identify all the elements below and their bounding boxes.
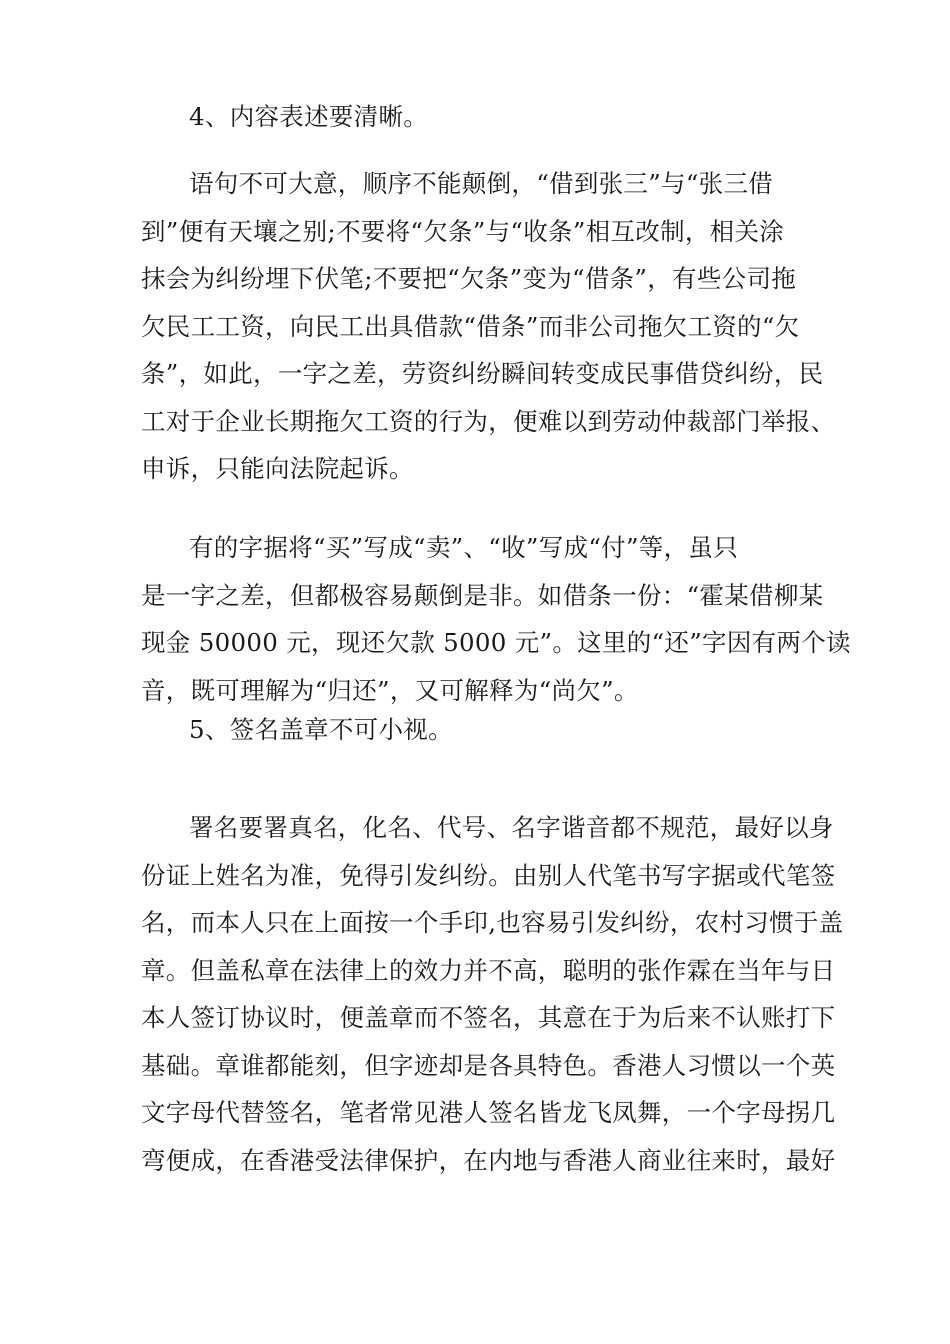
text-line: 本人签订协议时，便盖章而不签名，其意在于为后来不认账打下 (141, 1003, 836, 1032)
text-line: 有的字据将“买”写成“卖”、“收”写成“付”等，虽只 (189, 533, 738, 562)
text-line: 欠民工工资，向民工出具借款“借条”而非公司拖欠工资的“欠 (141, 311, 800, 341)
text-line: 5、签名盖章不可小视。 (189, 715, 453, 744)
text-line: 弯便成，在香港受法律保护，在内地与香港人商业往来时，最好 (141, 1145, 836, 1175)
paragraph-signature (141, 804, 844, 1184)
paragraph-wording-errors (141, 524, 851, 714)
text-line: 现金 50000 元，现还欠款 5000 元”。这里的“还”字因有两个读 (141, 628, 851, 657)
text-line: 份证上姓名为准，免得引发纠纷。由别人代笔书写字据或代笔签 (141, 860, 836, 890)
text-line: 工对于企业长期拖欠工资的行为，便难以到劳动仲裁部门举报、 (141, 406, 836, 436)
text-line: 名，而本人只在上面按一个手印,也容易引发纠纷，农村习惯于盖 (141, 908, 844, 937)
text-line: 语句不可大意，顺序不能颠倒，“借到张三”与“张三借 (189, 169, 774, 198)
section-heading-content-clarity (141, 93, 809, 141)
text-line: 到”便有天壤之别;不要将“欠条”与“收条”相互改制，相关涂 (141, 216, 785, 246)
text-line: 申诉，只能向法院起诉。 (141, 454, 414, 483)
section-heading-signature (141, 706, 809, 754)
text-line: 基础。章谁都能刻，但字迹却是各具特色。香港人习惯以一个英 (141, 1050, 836, 1080)
text-line: 条”，如此，一字之差，劳资纠纷瞬间转变成民事借贷纠纷，民 (141, 359, 824, 388)
text-line: 4、内容表述要清晰。 (189, 102, 429, 131)
paragraph-content-clarity (141, 160, 836, 493)
text-line: 是一字之差，但都极容易颠倒是非。如借条一份：“霍某借柳某 (141, 580, 824, 610)
text-line: 章。但盖私章在法律上的效力并不高，聪明的张作霖在当年与日 (141, 955, 836, 985)
text-line: 文字母代替签名，笔者常见港人签名皆龙飞凤舞，一个字母拐几 (141, 1098, 836, 1127)
text-line: 音，既可理解为“归还”，又可解释为“尚欠”。 (141, 675, 639, 705)
text-line: 署名要署真名，化名、代号、名字谐音都不规范，最好以身 (189, 813, 834, 842)
text-line: 抹会为纠纷埋下伏笔;不要把“欠条”变为“借条”，有些公司拖 (141, 264, 797, 293)
